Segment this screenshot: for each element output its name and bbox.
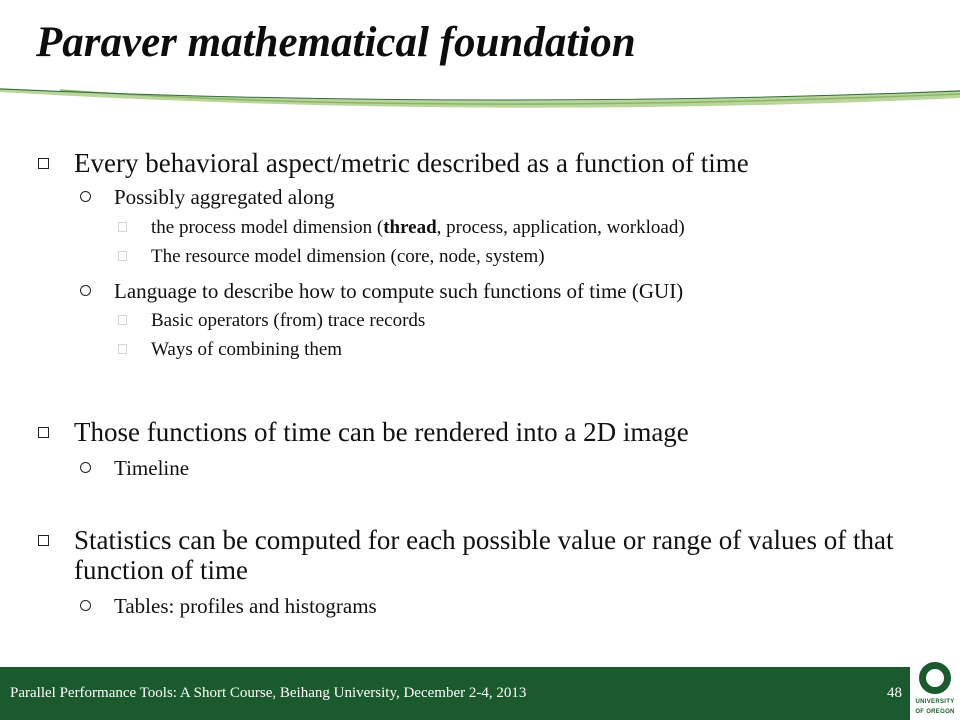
circle-bullet-icon [80,600,91,611]
circle-bullet-icon [80,462,91,473]
bullet-3: Statistics can be computed for each possible value or range of values of that function of time [38,525,928,585]
university-of-oregon-logo: UNIVERSITY OF OREGON [910,658,960,720]
bullet-1: Every behavioral aspect/metric described as a function of time [38,148,928,178]
sub-bullet: Timeline [38,455,928,481]
missing-glyph-bullet-icon [118,315,127,325]
missing-glyph-bullet-icon [118,344,127,354]
o-logo-icon [919,662,951,694]
sub-bullet: Tables: profiles and histograms [38,593,928,619]
missing-glyph-bullet-icon [118,222,127,232]
sub-sub-bullet: Ways of combining them [38,338,928,362]
slide-body [38,148,928,619]
square-bullet-icon [38,427,49,438]
sub-sub-bullet: Basic operators (from) trace records [38,309,928,333]
page-number: 48 [887,685,902,701]
footer-text: Parallel Performance Tools: A Short Course, Beihang University, December 2-4, 2013 [10,685,527,701]
bullet-2: Those functions of time can be rendered into a 2D image [38,417,928,447]
title-underline-swoosh [0,76,960,116]
footer-bar [0,667,910,720]
square-bullet-icon [38,535,49,546]
square-bullet-icon [38,158,49,169]
missing-glyph-bullet-icon [118,251,127,261]
circle-bullet-icon [80,285,91,296]
sub-bullet: Possibly aggregated along [38,184,928,210]
sub-sub-bullet: the process model dimension (thread, process, application, workload) [38,216,928,240]
sub-bullet: Language to describe how to compute such functions of time (GUI) [38,278,928,304]
slide-title: Paraver mathematical foundation [36,19,636,66]
circle-bullet-icon [80,191,91,202]
sub-sub-bullet: The resource model dimension (core, node, system) [38,245,928,269]
